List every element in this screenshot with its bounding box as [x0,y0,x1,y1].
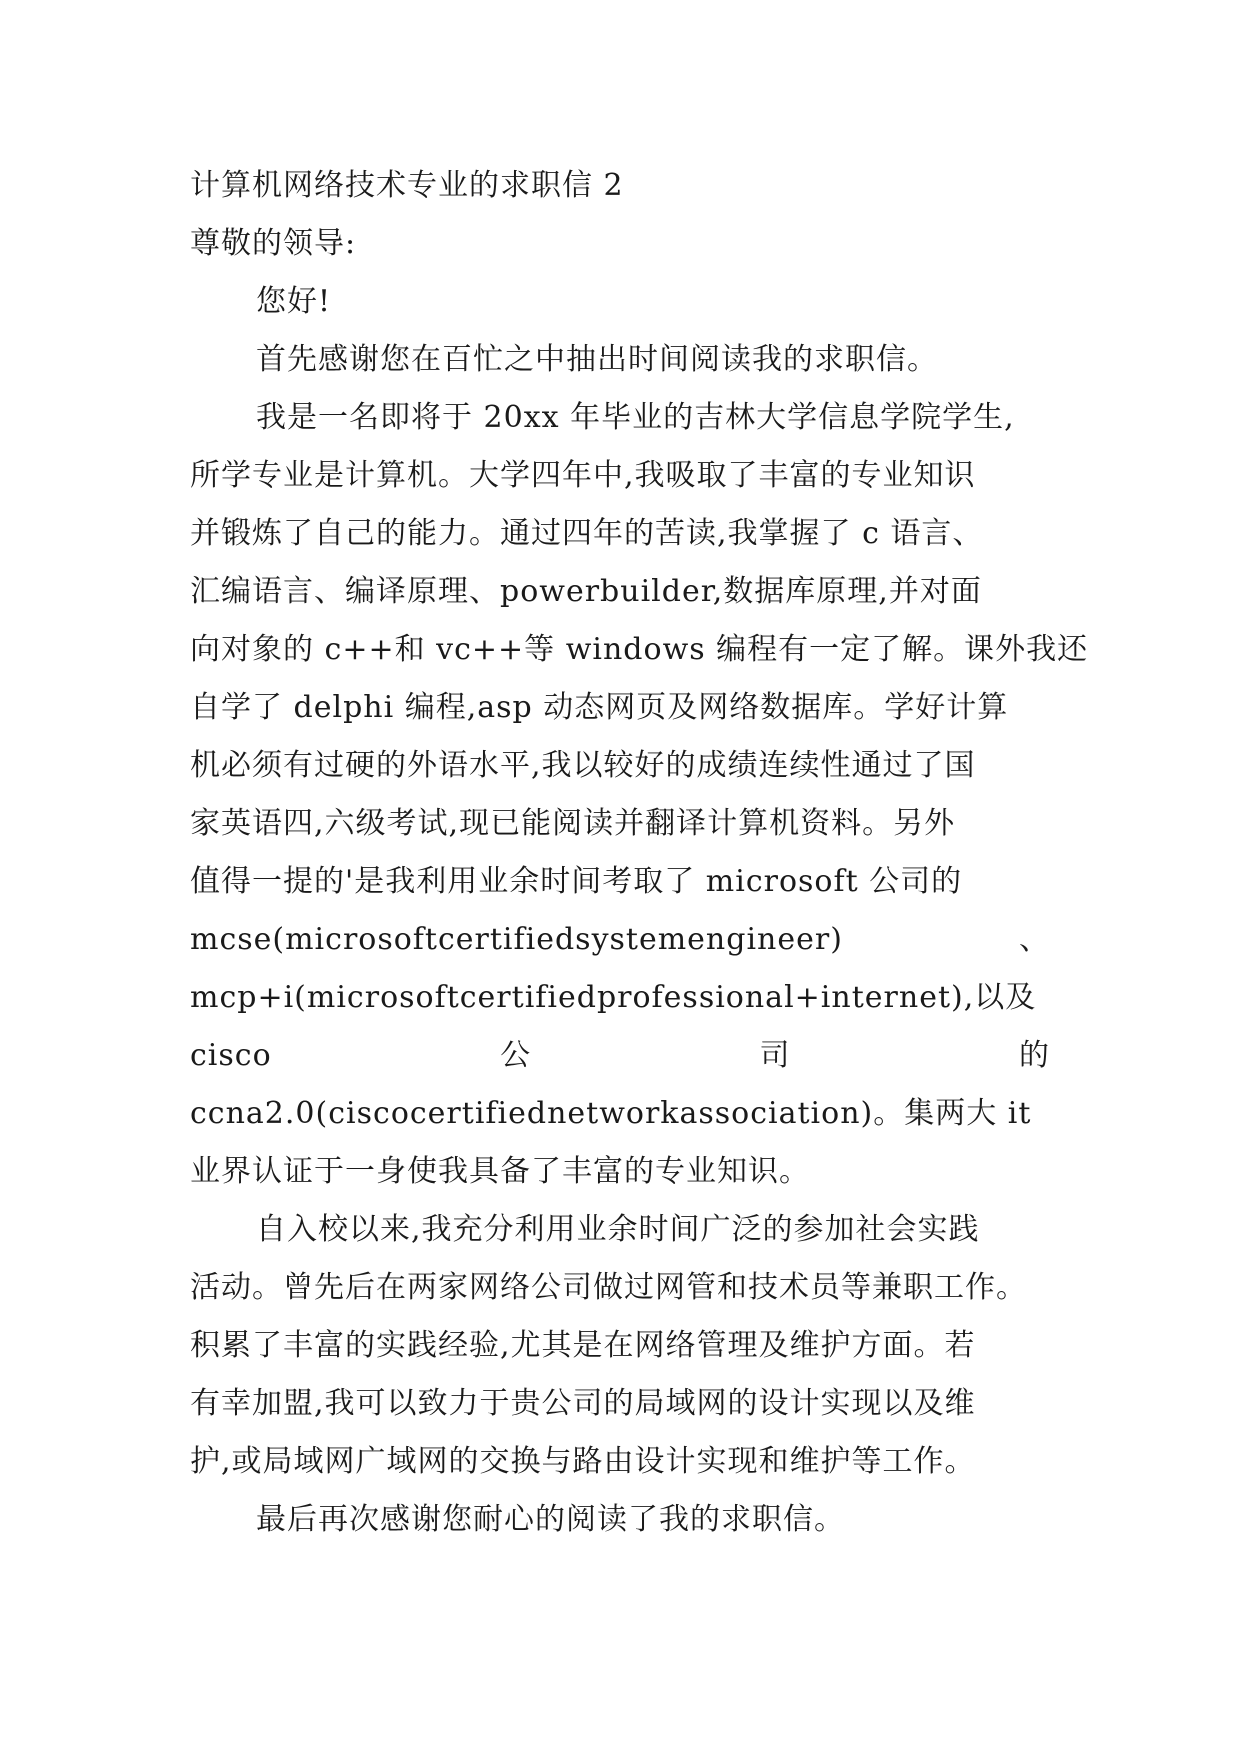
line-word: 公 [500,1038,532,1073]
paragraph-line: 所学专业是计算机。大学四年中,我吸取了丰富的专业知识 [190,458,976,493]
paragraph-line: 自入校以来,我充分利用业余时间广泛的参加社会实践 [256,1212,980,1247]
paragraph-line: 向对象的 c++和 vc++等 windows 编程有一定了解。课外我还 [190,632,1089,667]
paragraph-line: 值得一提的'是我利用业余时间考取了 microsoft 公司的 [190,864,963,899]
line-word: 司 [759,1038,791,1073]
paragraph-line: ccna2.0(ciscocertifiednetworkassociation)。集两大 it [190,1096,1032,1131]
paragraph-line: 机必须有过硬的外语水平,我以较好的成绩连续性通过了国 [190,748,976,783]
line-segment: mcse(microsoftcertifiedsystemengineer) [190,922,843,957]
paragraph-line: 并锻炼了自己的能力。通过四年的苦读,我掌握了 c 语言、 [190,516,984,551]
paragraph-line: 我是一名即将于 20xx 年毕业的吉林大学信息学院学生, [256,400,1015,435]
salutation: 尊敬的领导: [190,226,357,261]
greeting: 您好! [256,284,332,319]
paragraph-line: 活动。曾先后在两家网络公司做过网管和技术员等兼职工作。 [190,1270,1027,1305]
line-word: 的 [1018,1038,1050,1073]
paragraph-line-justified [190,920,1050,960]
paragraph-line-justified [190,1036,1050,1076]
document-title: 计算机网络技术专业的求职信 2 [190,168,624,203]
paragraph-line: mcp+i(microsoftcertifiedprofessional+internet),以及 [190,980,1037,1015]
paragraph-closing: 最后再次感谢您耐心的阅读了我的求职信。 [256,1502,845,1537]
line-segment: 、 [1019,922,1050,957]
paragraph-line: 护,或局域网广域网的交换与路由设计实现和维护等工作。 [190,1444,976,1479]
paragraph-line: 业界认证于一身使我具备了丰富的专业知识。 [190,1154,810,1189]
paragraph-line: 有幸加盟,我可以致力于贵公司的局域网的设计实现以及维 [190,1386,976,1421]
line-word: cisco [190,1038,272,1073]
paragraph-line: 汇编语言、编译原理、powerbuilder,数据库原理,并对面 [190,574,982,609]
paragraph-line: 积累了丰富的实践经验,尤其是在网络管理及维护方面。若 [190,1328,976,1363]
paragraph-intro: 首先感谢您在百忙之中抽出时间阅读我的求职信。 [256,342,938,377]
paragraph-line: 自学了 delphi 编程,asp 动态网页及网络数据库。学好计算 [190,690,1009,725]
paragraph-line: 家英语四,六级考试,现已能阅读并翻译计算机资料。另外 [190,806,956,841]
